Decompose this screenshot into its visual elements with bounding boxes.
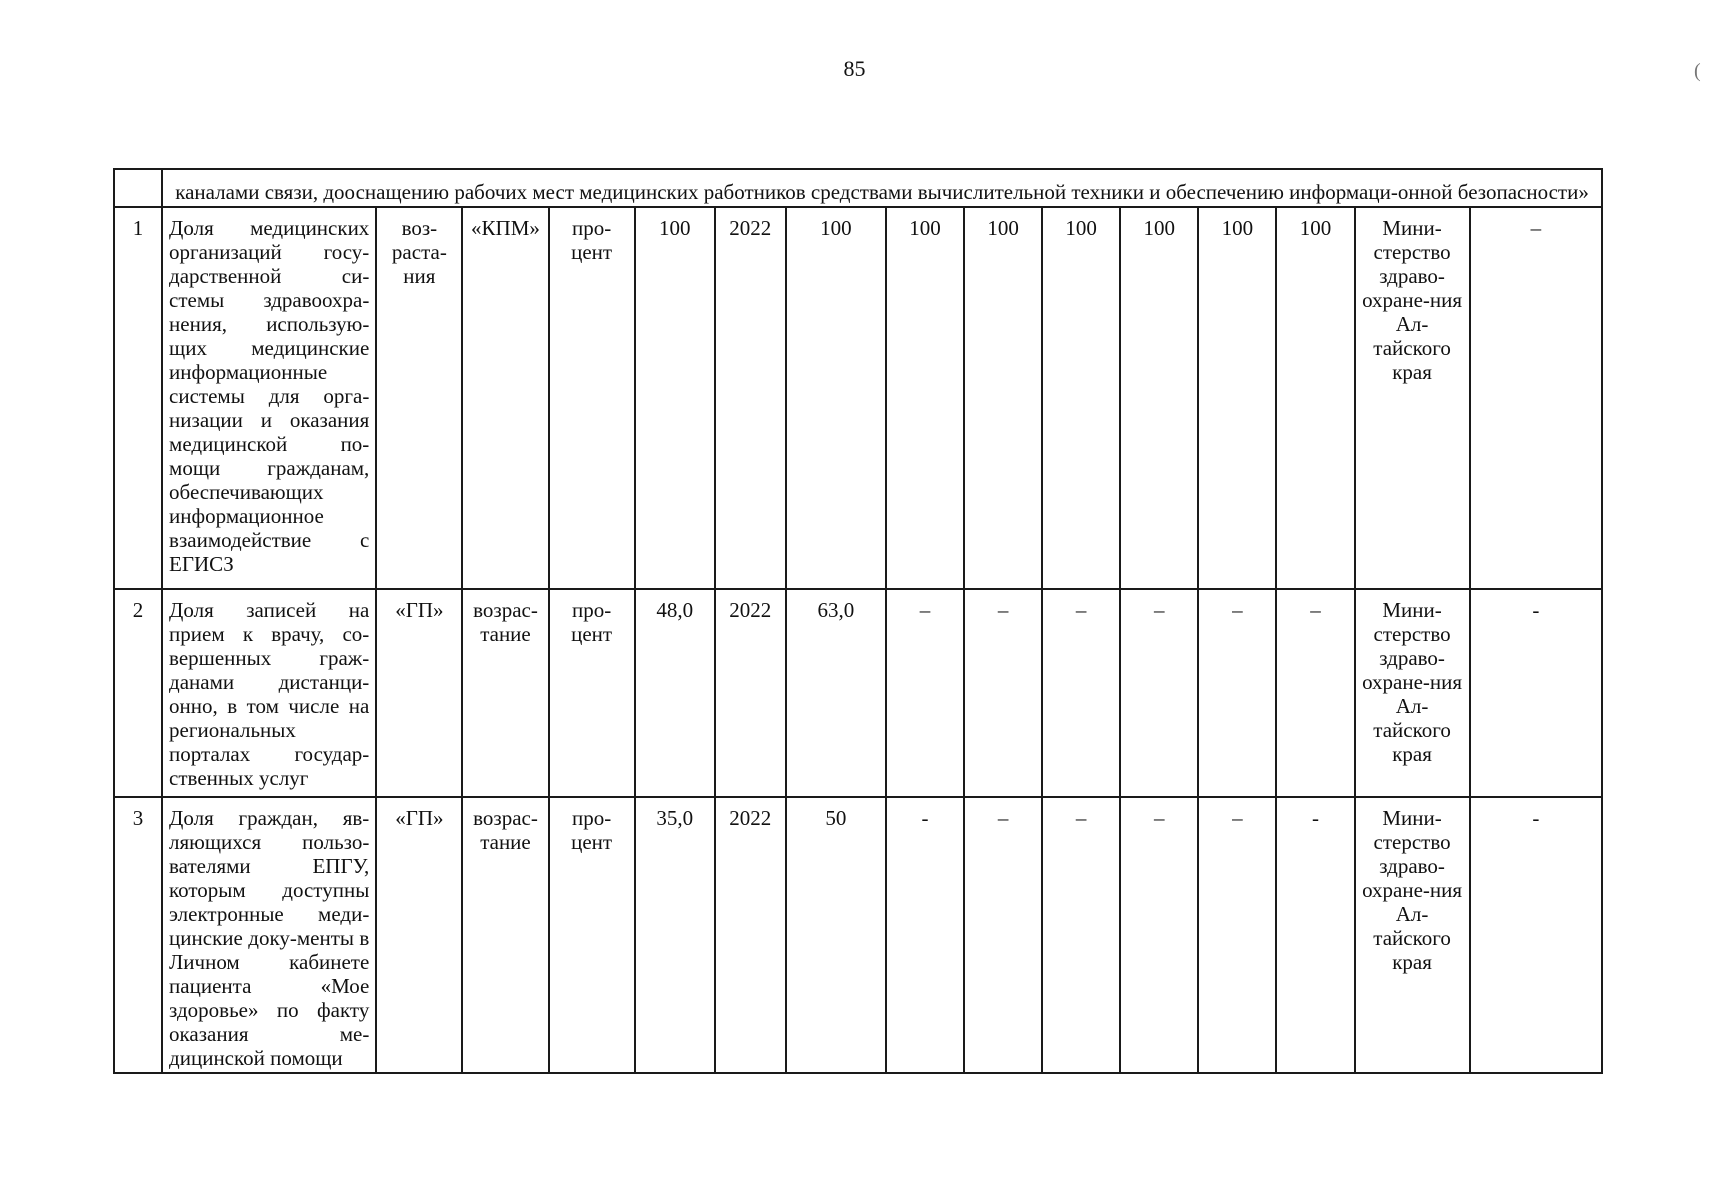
year-value: – — [964, 589, 1042, 797]
base-value: 48,0 — [635, 589, 715, 797]
year-value: 100 — [1042, 207, 1120, 589]
year-value: 50 — [786, 797, 886, 1073]
year-value: – — [1120, 589, 1198, 797]
note: - — [1470, 797, 1602, 1073]
responsible-body: Мини-стерство здраво-охране-ния Ал-тайского края — [1355, 797, 1470, 1073]
indicator-trend: воз-раста-ния — [376, 207, 462, 589]
indicator-level: «КПМ» — [462, 207, 548, 589]
year-value: – — [1042, 589, 1120, 797]
year-value: – — [964, 797, 1042, 1073]
note: – — [1470, 207, 1602, 589]
note: - — [1470, 589, 1602, 797]
year-value: – — [886, 589, 964, 797]
year-value: - — [886, 797, 964, 1073]
indicator-level: возрас-тание — [462, 797, 548, 1073]
indicator-name: Доля медицинских организаций госу-дарственной си-стемы здравоохра-нения, использую-щих медицинские информационные системы для орга-низации и оказания медицинской по-мощи гражданам, обеспечивающих информационное взаимодействие с ЕГИСЗ — [162, 207, 376, 589]
base-year: 2022 — [715, 797, 786, 1073]
year-value: – — [1276, 589, 1354, 797]
year-value: 100 — [886, 207, 964, 589]
responsible-body: Мини-стерство здраво-охране-ния Ал-тайского края — [1355, 589, 1470, 797]
year-value: – — [1198, 797, 1276, 1073]
indicator-name: Доля граждан, яв-ляющихся пользо-вателями ЕПГУ, которым доступны электронные меди-цинские доку-менты в Личном кабинете пациента «Мое здоровье» по факту оказания ме-дицинской помощи — [162, 797, 376, 1073]
header-num-cell — [114, 169, 162, 207]
indicator-trend: «ГП» — [376, 797, 462, 1073]
page-number: 85 — [843, 56, 866, 81]
indicator-unit: про-цент — [549, 207, 635, 589]
year-value: 100 — [1120, 207, 1198, 589]
section-title: каналами связи, дооснащению рабочих мест медицинских работников средствами вычислительной техники и обеспечению информаци-онной безопасности» — [162, 169, 1602, 207]
year-value: – — [1042, 797, 1120, 1073]
margin-mark: ( — [1694, 60, 1701, 82]
year-value: - — [1276, 797, 1354, 1073]
year-value: 100 — [1198, 207, 1276, 589]
responsible-body: Мини-стерство здраво-охране-ния Ал-тайского края — [1355, 207, 1470, 589]
section-header-row — [114, 169, 1602, 207]
base-value: 35,0 — [635, 797, 715, 1073]
year-value: 100 — [786, 207, 886, 589]
table-row — [114, 207, 1602, 589]
year-value: 100 — [964, 207, 1042, 589]
indicator-level: возрас-тание — [462, 589, 548, 797]
year-value: – — [1120, 797, 1198, 1073]
base-year: 2022 — [715, 589, 786, 797]
indicator-unit: про-цент — [549, 589, 635, 797]
year-value: 63,0 — [786, 589, 886, 797]
row-number: 2 — [114, 589, 162, 797]
indicator-unit: про-цент — [549, 797, 635, 1073]
row-number: 3 — [114, 797, 162, 1073]
indicators-table — [113, 168, 1603, 1074]
row-number: 1 — [114, 207, 162, 589]
table-row — [114, 797, 1602, 1073]
year-value: 100 — [1276, 207, 1354, 589]
base-year: 2022 — [715, 207, 786, 589]
table-row — [114, 589, 1602, 797]
indicator-name: Доля записей на прием к врачу, со-вершенных граж-данами дистанци-онно, в том числе на региональных порталах государ-ственных услуг — [162, 589, 376, 797]
indicator-trend: «ГП» — [376, 589, 462, 797]
year-value: – — [1198, 589, 1276, 797]
base-value: 100 — [635, 207, 715, 589]
